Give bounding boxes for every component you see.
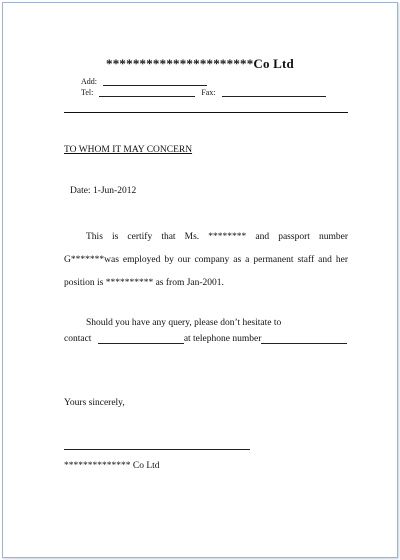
contact-label: contact — [64, 334, 92, 344]
fax-blank — [222, 88, 326, 97]
tel-blank — [99, 88, 195, 97]
fax-label: Fax: — [201, 88, 216, 97]
certification-paragraph: This is certify that Ms. ******** and passport number G*******was employed by our company as a permanent staff and her position is ********** as from Jan-2001. — [64, 232, 348, 288]
contact-line — [64, 334, 347, 344]
letter-date: Date: 1-Jun-2012 — [70, 186, 137, 196]
closing: Yours sincerely, — [64, 398, 125, 408]
signature-company: ************** Co Ltd — [64, 461, 160, 471]
signature-line — [64, 449, 250, 450]
address-line — [81, 77, 207, 86]
tel-fax-line — [81, 88, 326, 97]
telephone-label: at telephone number — [183, 334, 262, 344]
tel-label: Tel: — [81, 88, 94, 97]
salutation: TO WHOM IT MAY CONCERN — [64, 145, 193, 155]
address-blank — [103, 77, 207, 86]
company-name: **********************Co Ltd — [106, 56, 294, 71]
query-paragraph: Should you have any query, please don’t hesitate to — [86, 318, 282, 328]
telephone-blank — [261, 334, 347, 344]
contact-blank — [98, 334, 184, 344]
address-label: Add: — [81, 77, 97, 86]
header-divider — [64, 112, 348, 113]
